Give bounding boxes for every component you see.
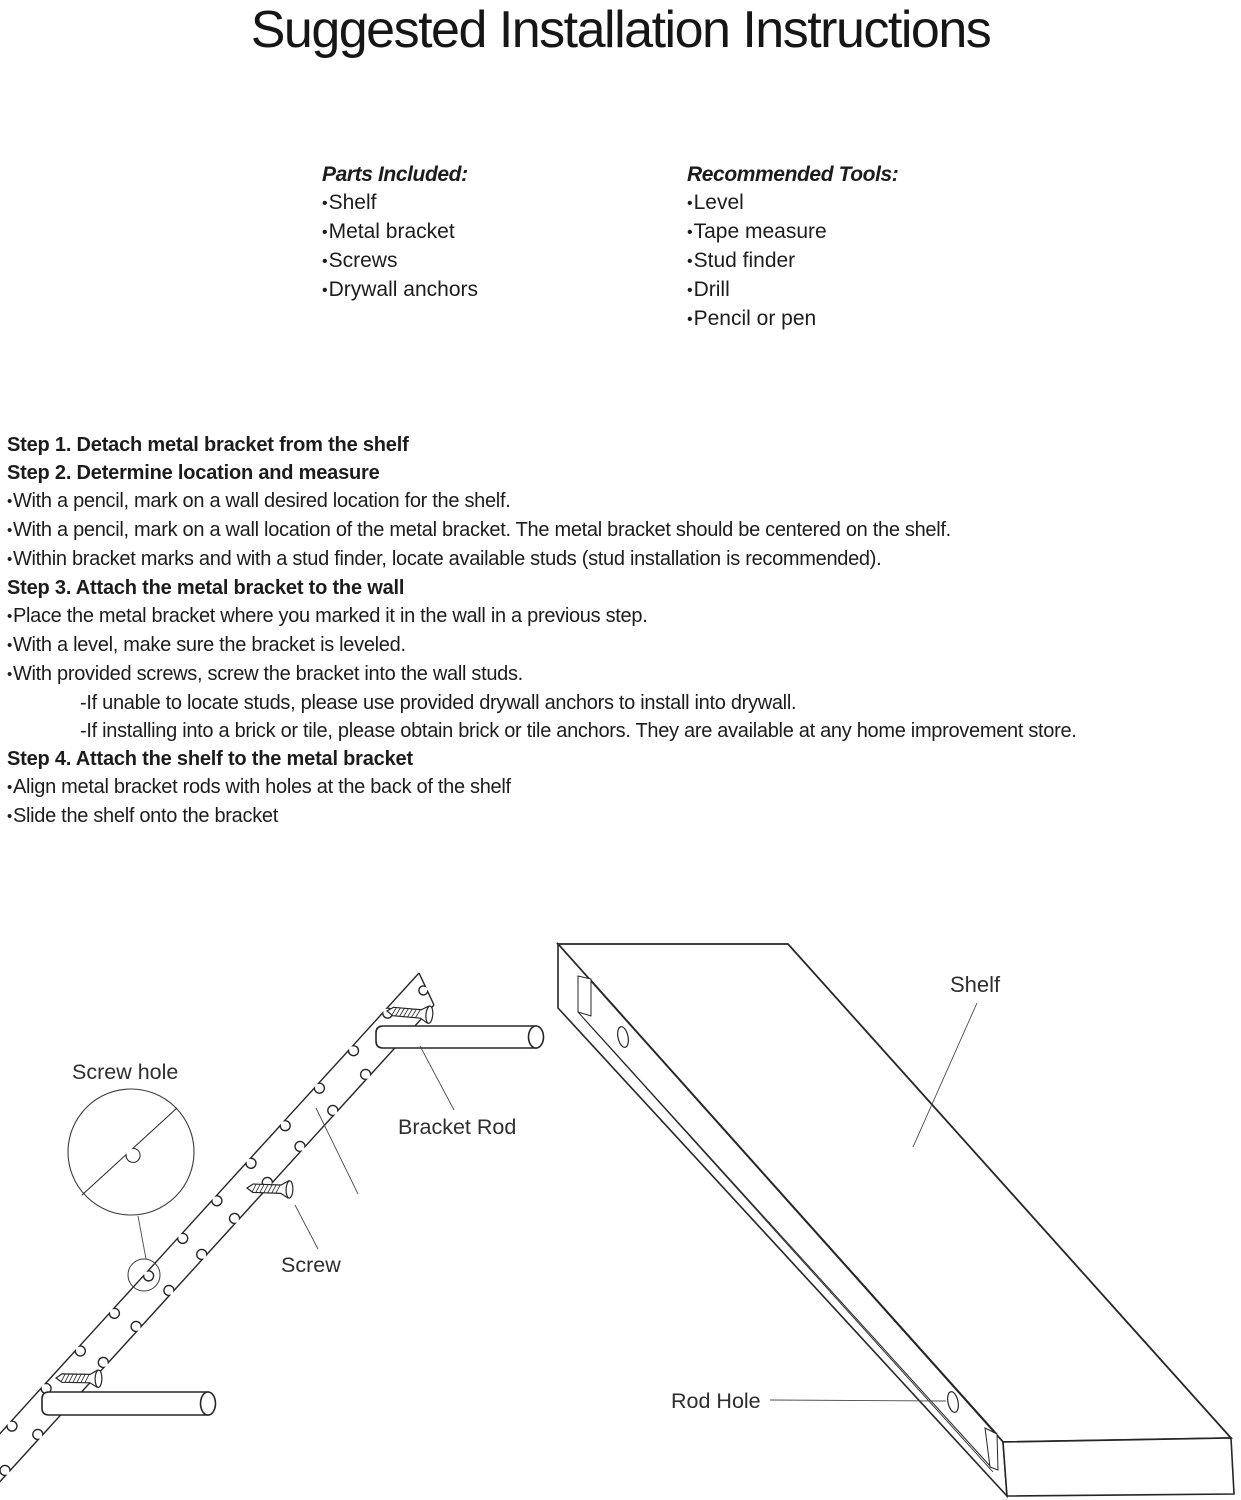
step-bullet: • Slide the shelf onto the bracket xyxy=(7,802,1237,831)
tools-item: • Level xyxy=(687,189,898,218)
tools-item: • Tape measure xyxy=(687,218,898,247)
step-bullet: • With a pencil, mark on a wall desired location for the shelf. xyxy=(7,487,1237,516)
step-heading: Step 4. Attach the shelf to the metal bracket xyxy=(7,748,413,770)
screw-top-illustration xyxy=(386,1002,433,1023)
parts-item: • Screws xyxy=(322,247,478,276)
bracket-rod-leader xyxy=(420,1046,454,1110)
screw-bottom-illustration xyxy=(56,1369,102,1387)
magnifier-circle xyxy=(68,1089,194,1215)
step-bullet: • Within bracket marks and with a stud finder, locate available studs (stud installation is recommended). xyxy=(7,545,1237,574)
screw-leader xyxy=(295,1205,318,1249)
parts-item: • Metal bracket xyxy=(322,218,478,247)
step-bullet: • With provided screws, screw the bracket into the wall studs. xyxy=(7,660,1237,689)
page-title: Suggested Installation Instructions xyxy=(250,1,991,59)
screw-label: Screw xyxy=(281,1253,341,1277)
shelf-illustration xyxy=(558,944,1234,1496)
tools-item: • Stud finder xyxy=(687,247,898,276)
parts-item: • Drywall anchors xyxy=(322,276,478,305)
bracket-rod-top-illustration xyxy=(376,1026,544,1048)
step-heading: Step 1. Detach metal bracket from the shelf xyxy=(7,434,409,456)
parts-heading: Parts Included: xyxy=(322,163,468,186)
rod-hole-label: Rod Hole xyxy=(671,1389,761,1413)
step-heading: Step 2. Determine location and measure xyxy=(7,462,380,484)
bracket-rod-label: Bracket Rod xyxy=(398,1115,517,1139)
step-bullet: • Align metal bracket rods with holes at the back of the shelf xyxy=(7,773,1237,802)
tools-item: • Drill xyxy=(687,276,898,305)
step-bullet: • Place the metal bracket where you marked it in the wall in a previous step. xyxy=(7,602,1237,631)
tools-heading: Recommended Tools: xyxy=(687,163,899,186)
screw-hole-label: Screw hole xyxy=(72,1060,179,1084)
step-subnote: -If installing into a brick or tile, please obtain brick or tile anchors. They are available at any home improvement store. xyxy=(80,720,1077,742)
step-subnote: -If unable to locate studs, please use provided drywall anchors to install into drywall. xyxy=(80,692,797,714)
bracket-leader xyxy=(316,1108,358,1194)
parts-item: • Shelf xyxy=(322,189,478,218)
screw-middle-illustration xyxy=(247,1179,293,1198)
tools-item: • Pencil or pen xyxy=(687,305,898,334)
step-bullet: • With a level, make sure the bracket is leveled. xyxy=(7,631,1237,660)
bracket-rod-bottom-illustration xyxy=(42,1392,216,1415)
step-heading: Step 3. Attach the metal bracket to the wall xyxy=(7,577,405,599)
step-bullet: • With a pencil, mark on a wall location of the metal bracket. The metal bracket should be centered on the shelf. xyxy=(7,516,1237,545)
shelf-label: Shelf xyxy=(950,972,1001,997)
metal-bracket-illustration xyxy=(0,973,434,1500)
screw-hole-magnifier xyxy=(68,1089,194,1291)
